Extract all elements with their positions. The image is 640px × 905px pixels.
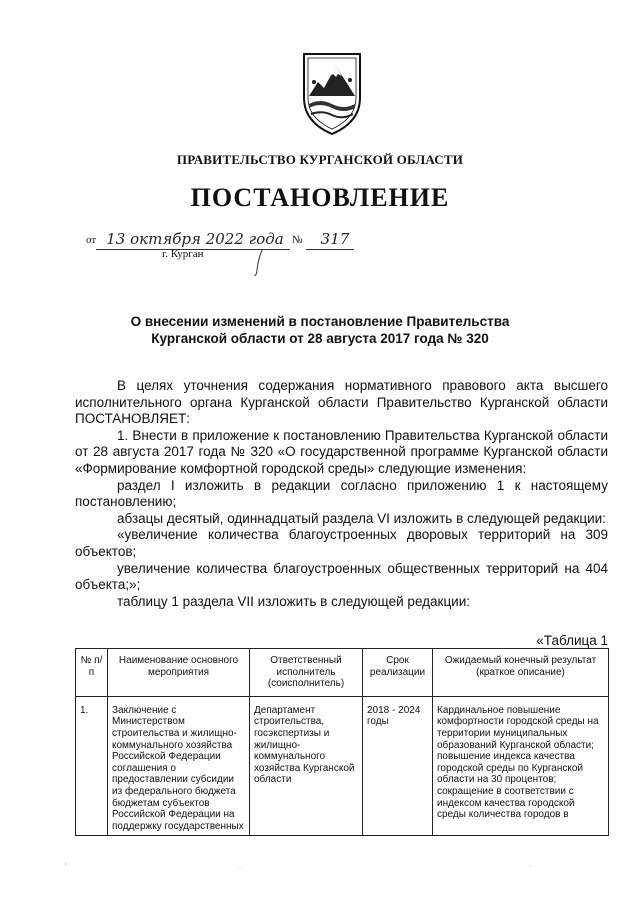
title-line-1: О внесении изменений в постановление Правительства (130, 314, 510, 329)
header-term: Срок реализации (363, 649, 433, 697)
table-caption: «Таблица 1 (536, 633, 608, 648)
paragraph-table-intro: таблицу 1 раздела VII изложить в следующей редакции: (117, 593, 471, 609)
paragraph-quote-public: увеличение количества благоустроенных общественных территорий на 404 объекта;»; (75, 560, 608, 593)
header-executor: Ответственный исполнитель (соисполнитель) (250, 649, 363, 697)
document-type: ПОСТАНОВЛЕНИЕ (190, 183, 450, 212)
paragraph-preamble: В целях уточнения содержания нормативного правового акта высшего исполнительного органа Курганской области Правительство Курганской области ПОСТАНОВЛЯЕТ: (75, 378, 608, 427)
cell-result: Кардинальное повышение комфортности городской среды на территории муниципальных образований Курганской области; повышение индекса качества городской среды по Курганской области на 30 процентов; сокращение в соответствии с индексом качества городской среды количества городов в (433, 696, 609, 836)
pen-stroke-mark (252, 250, 264, 276)
measures-table (75, 648, 609, 836)
number-prefix: № (292, 234, 303, 246)
header-result: Ожидаемый конечный результат (краткое описание) (433, 649, 609, 697)
paragraph-item-1: 1. Внести в приложение к постановлению Правительства Курганской области от 28 августа 2017 года № 320 «О государственной программе Курганской области «Формирование комфортной городской среды» следующие изменения: (75, 427, 608, 476)
header-number: № п/п (76, 649, 108, 697)
paragraph-section-1: раздел I изложить в редакции согласно приложению 1 к настоящему постановлению; (75, 477, 608, 510)
cell-number: 1. (76, 696, 108, 836)
date-prefix: от (86, 234, 97, 246)
scan-specks (60, 860, 620, 872)
header-measure: Наименование основного мероприятия (108, 649, 250, 697)
government-name: ПРАВИТЕЛЬСТВО КУРГАНСКОЙ ОБЛАСТИ (176, 152, 464, 167)
table-header-row (76, 649, 609, 697)
city-name: г. Курган (162, 248, 204, 260)
paragraph-section-6: абзацы десятый, одиннадцатый раздела VI изложить в следующей редакции: (117, 510, 606, 526)
cell-term: 2018 - 2024 годы (363, 696, 433, 836)
handwritten-date: 13 октября 2022 года (106, 230, 284, 248)
paragraph-quote-yards: «увеличение количества благоустроенных дворовых территорий на 309 объектов; (75, 527, 608, 559)
cell-measure: Заключение с Министерством строительства и жилищно-коммунального хозяйства Российской Федерации соглашения о предоставлении субсидии из федерального бюджета бюджетам субъектов Российской Федерации на поддержку государственных (108, 696, 250, 836)
title-line-2: Курганской области от 28 августа 2017 года № 320 (151, 331, 489, 346)
handwritten-number: 317 (320, 230, 350, 248)
cell-executor: Департамент строительства, госэкспертизы и жилищно-коммунального хозяйства Курганской области (250, 696, 363, 836)
document-title (0, 313, 640, 347)
number-underline (306, 249, 354, 250)
coat-of-arms-icon (300, 52, 364, 138)
table-row (76, 696, 609, 836)
document-body (75, 378, 608, 610)
